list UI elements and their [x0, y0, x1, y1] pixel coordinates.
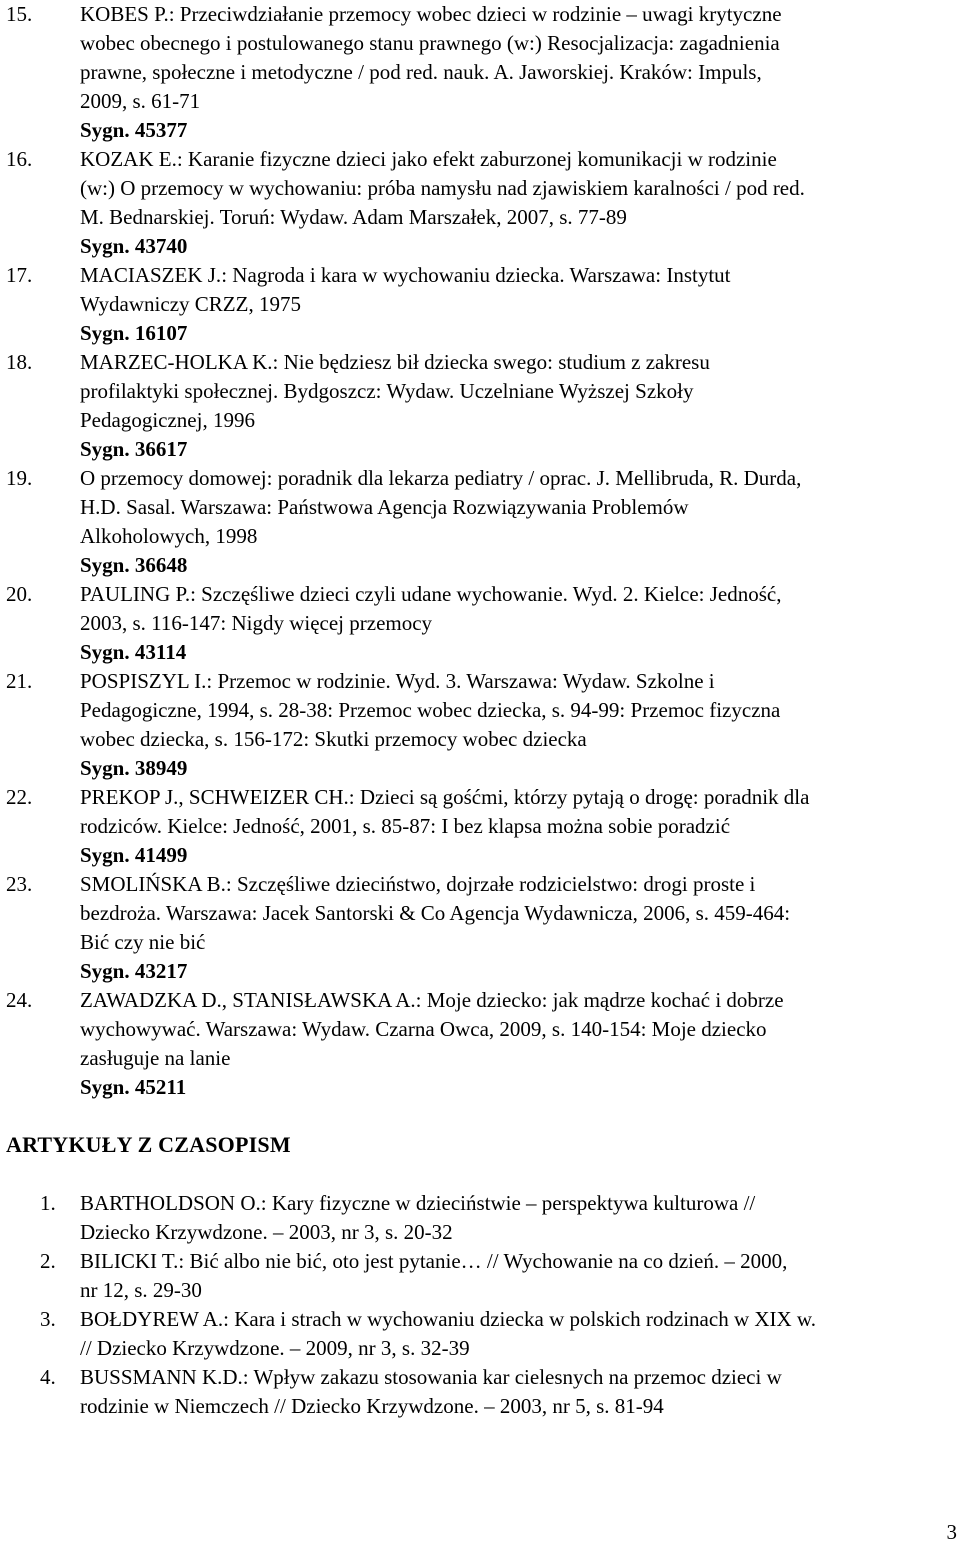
entry-author: MACIASZEK J.: [80, 263, 222, 287]
article-text: : Bić albo nie bić, oto jest pytanie… // Wychowanie na co dzień. – 2000,: [178, 1249, 788, 1273]
article-number: 1.: [40, 1191, 56, 1215]
list-item: [6, 870, 956, 986]
call-number: Sygn. 43114: [80, 640, 187, 664]
entry-number: 20.: [6, 582, 33, 606]
entry-text: : Nie będziesz bił dziecka swego: studium z zakresu: [272, 350, 710, 374]
entry-author: POSPISZYL I.: [80, 669, 207, 693]
article-number: 4.: [40, 1365, 56, 1389]
list-item: [0, 1305, 955, 1363]
call-number: Sygn. 38949: [80, 756, 188, 780]
entry-text: : Dzieci są gośćmi, którzy pytają o drogę: poradnik dla: [348, 785, 810, 809]
entry-text: H.D. Sasal. Warszawa: Państwowa Agencja Rozwiązywania Problemów: [80, 495, 689, 519]
entry-text: 2003, s. 116-147: Nigdy więcej przemocy: [80, 611, 433, 635]
call-number: Sygn. 41499: [80, 843, 188, 867]
call-number: Sygn. 45377: [80, 118, 188, 142]
list-item: [6, 783, 956, 870]
article-author: BARTHOLDSON O.: [80, 1191, 261, 1215]
list-item: [6, 0, 956, 145]
list-item: [0, 1363, 955, 1421]
section-heading: ARTYKUŁY Z CZASOPISM: [6, 1132, 291, 1157]
list-item: [6, 145, 956, 261]
entry-text: : Nagroda i kara w wychowaniu dziecka. Warszawa: Instytut: [221, 263, 731, 287]
list-item: [6, 580, 956, 667]
entry-text: 2009, s. 61-71: [80, 89, 201, 113]
list-item: [6, 986, 956, 1102]
entry-text: rodziców. Kielce: Jedność, 2001, s. 85-87: I bez klapsa można sobie poradzić: [80, 814, 731, 838]
entry-author: PAULING P.: [80, 582, 191, 606]
call-number: Sygn. 36648: [80, 553, 188, 577]
list-item: [0, 1247, 955, 1305]
entry-text: : Przeciwdziałanie przemocy wobec dzieci w rodzinie – uwagi krytyczne: [168, 2, 782, 26]
article-text: Dziecko Krzywdzone. – 2003, nr 3, s. 20-32: [80, 1220, 453, 1244]
entry-text: zasługuje na lanie: [80, 1046, 231, 1070]
entry-text: profilaktyki społecznej. Bydgoszcz: Wydaw. Uczelniane Wyższej Szkoły: [80, 379, 694, 403]
entry-text: Pedagogicznej, 1996: [80, 408, 255, 432]
list-item: [6, 464, 956, 580]
entry-text: wobec dziecka, s. 156-172: Skutki przemocy wobec dziecka: [80, 727, 587, 751]
entry-text: : Moje dziecko: jak mądrze kochać i dobrze: [415, 988, 784, 1012]
entry-number: 23.: [6, 872, 33, 896]
entry-number: 21.: [6, 669, 33, 693]
article-text: : Kary fizyczne w dzieciństwie – perspektywa kulturowa //: [260, 1191, 756, 1215]
call-number: Sygn. 16107: [80, 321, 188, 345]
list-item: [6, 348, 956, 464]
entry-text: : Przemoc w rodzinie. Wyd. 3. Warszawa: Wydaw. Szkolne i: [206, 669, 715, 693]
entry-number: 18.: [6, 350, 33, 374]
article-author: BOŁDYREW A.: [80, 1307, 224, 1331]
entry-text: wychowywać. Warszawa: Wydaw. Czarna Owca, 2009, s. 140-154: Moje dziecko: [80, 1017, 767, 1041]
call-number: Sygn. 36617: [80, 437, 188, 461]
page-number: 3: [946, 1520, 957, 1544]
bibliography-list: [6, 0, 956, 1102]
entry-text: O przemocy domowej: poradnik dla lekarza pediatry / oprac. J. Mellibruda, R. Durda,: [80, 466, 802, 490]
article-text: rodzinie w Niemczech // Dziecko Krzywdzone. – 2003, nr 5, s. 81-94: [80, 1394, 664, 1418]
article-text: : Kara i strach w wychowaniu dziecka w polskich rodzinach w XIX w.: [223, 1307, 816, 1331]
entry-author: SMOLIŃSKA B.: [80, 872, 226, 896]
article-text: : Wpływ zakazu stosowania kar cielesnych na przemoc dzieci w: [242, 1365, 782, 1389]
entry-number: 19.: [6, 466, 33, 490]
list-item: [6, 667, 956, 783]
article-author: BILICKI T.: [80, 1249, 179, 1273]
entry-author: ZAWADZKA D., STANISŁAWSKA A.: [80, 988, 416, 1012]
entry-text: Pedagogiczne, 1994, s. 28-38: Przemoc wobec dziecka, s. 94-99: Przemoc fizyczna: [80, 698, 781, 722]
article-number: 3.: [40, 1307, 56, 1331]
list-item: [0, 1189, 955, 1247]
entry-author: KOBES P.: [80, 2, 169, 26]
entry-text: Alkoholowych, 1998: [80, 524, 258, 548]
entry-text: wobec obecnego i postulowanego stanu prawnego (w:) Resocjalizacja: zagadnienia: [80, 31, 780, 55]
articles-list: [0, 1189, 955, 1421]
entry-text: bezdroża. Warszawa: Jacek Santorski & Co Agencja Wydawnicza, 2006, s. 459-464:: [80, 901, 791, 925]
call-number: Sygn. 43740: [80, 234, 188, 258]
article-text: // Dziecko Krzywdzone. – 2009, nr 3, s. 32-39: [80, 1336, 470, 1360]
list-item: [6, 261, 956, 348]
entry-text: : Karanie fizyczne dzieci jako efekt zaburzonej komunikacji w rodzinie: [176, 147, 777, 171]
entry-number: 17.: [6, 263, 33, 287]
entry-number: 15.: [6, 2, 33, 26]
article-author: BUSSMANN K.D.: [80, 1365, 243, 1389]
article-text: nr 12, s. 29-30: [80, 1278, 202, 1302]
entry-text: : Szczęśliwe dzieci czyli udane wychowanie. Wyd. 2. Kielce: Jedność,: [190, 582, 782, 606]
call-number: Sygn. 43217: [80, 959, 188, 983]
entry-text: M. Bednarskiej. Toruń: Wydaw. Adam Marszałek, 2007, s. 77-89: [80, 205, 627, 229]
entry-text: : Szczęśliwe dzieciństwo, dojrzałe rodzicielstwo: drogi proste i: [225, 872, 756, 896]
entry-number: 22.: [6, 785, 33, 809]
entry-text: Bić czy nie bić: [80, 930, 206, 954]
entry-author: MARZEC-HOLKA K.: [80, 350, 273, 374]
entry-number: 24.: [6, 988, 33, 1012]
entry-text: prawne, społeczne i metodyczne / pod red. nauk. A. Jaworskiej. Kraków: Impuls,: [80, 60, 762, 84]
entry-author: PREKOP J., SCHWEIZER CH.: [80, 785, 349, 809]
call-number: Sygn. 45211: [80, 1075, 187, 1099]
entry-text: Wydawniczy CRZZ, 1975: [80, 292, 301, 316]
entry-author: KOZAK E.: [80, 147, 177, 171]
entry-text: (w:) O przemocy w wychowaniu: próba namysłu nad zjawiskiem karalności / pod red.: [80, 176, 805, 200]
article-number: 2.: [40, 1249, 56, 1273]
entry-number: 16.: [6, 147, 33, 171]
